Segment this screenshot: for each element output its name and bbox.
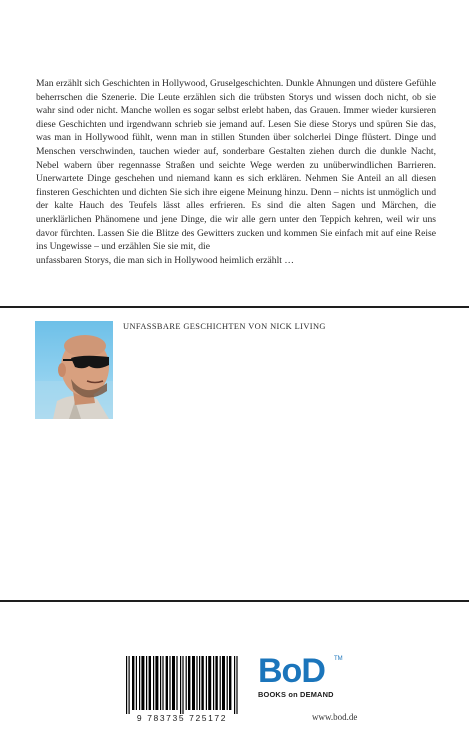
back-cover-blurb: Man erzählt sich Geschichten in Hollywood, Gruselgeschichten. Dunkle Ahnungen und düstere Gefühle beherrschen die Szenerie. Die Leute erzählen sich die trübsten Storys und wissen doch nicht, ob sie wahr sind oder nicht. Manche wollen es sogar selbst erlebt haben, das Grauen. Immer wieder kursieren diese Geschichten und irgendwann schrieb sie jemand auf. Lesen Sie diese Storys und spüren Sie das, was man in Hollywood fühlt, wenn man in stillen Stunden über solcherlei Dinge flüstert. Dinge und Menschen verschwinden, tauchen wieder auf, sonderbare Gestalten ziehen durch die dunkle Nacht, Nebel wabern über regennasse Straßen und seichte Wege werden zu unüberwindlichen Barrieren. Unerwartete Dinge geschehen und niemand kann es sich erklären. Nehmen Sie Anteil an all diesen finsteren Geschichten und dichten Sie sich ihre eigene Meinung hinzu. Denn – nichts ist unmöglich und der kalte Hauch des Teufels lässt alles erfrieren. Es sind die alten Sagen und Märchen, die unerklärlichen Phänomene und jene Dinge, die wir alle gern unter den Teppich kehren, weil wir uns davor fürchten. Lassen Sie die Blitze des Gewitters zucken und kommen Sie einfach mit auf eine Reise ins Ungewisse – und erzählen Sie sie mit, die — [36, 78, 436, 253]
publisher-logo — [258, 653, 352, 705]
author-photo — [35, 321, 113, 419]
top-divider — [0, 306, 469, 308]
isbn-number: 9 783735 725172 — [136, 713, 228, 723]
back-cover-blurb-closing-line: unfassbaren Storys, die man sich in Hollywood heimlich erzählt … — [36, 255, 294, 266]
isbn-barcode — [123, 656, 241, 714]
publisher-tagline: BOOKS on DEMAND — [258, 690, 334, 699]
publisher-url: www.bod.de — [312, 712, 358, 722]
bottom-divider — [0, 600, 469, 602]
trademark-mark: TM — [334, 656, 343, 662]
author-heading: UNFASSBARE GESCHICHTEN VON NICK LIVING — [123, 322, 326, 331]
publisher-logo-text: BoD — [258, 652, 325, 690]
